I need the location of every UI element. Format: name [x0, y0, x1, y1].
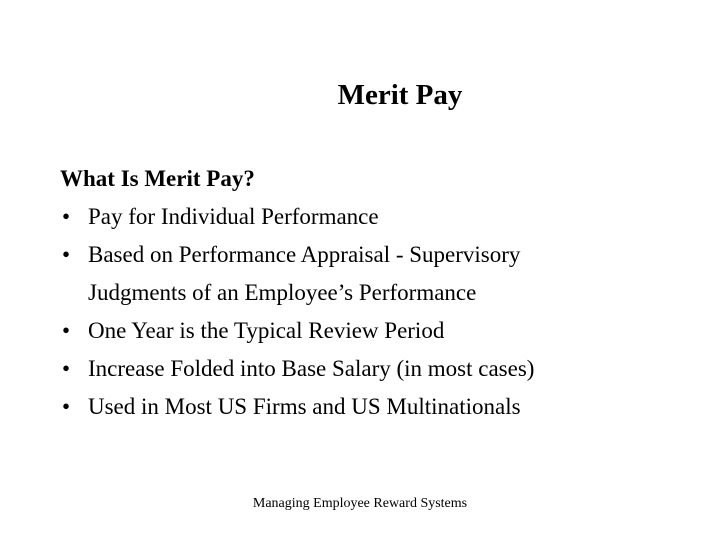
- bullet-item: [60, 198, 700, 236]
- slide-title: Merit Pay: [337, 79, 463, 111]
- bullet-dot: •: [62, 394, 71, 419]
- bullet-item: [60, 350, 700, 388]
- bullet-text: [88, 350, 700, 388]
- bullet-item: [60, 312, 700, 350]
- bullet-dot: •: [62, 242, 71, 267]
- section-heading: What Is Merit Pay?: [60, 166, 255, 191]
- bullet-text: [88, 312, 700, 350]
- bullet-item: [60, 236, 700, 312]
- bullet-dot: •: [62, 204, 71, 229]
- bullet-line: Based on Performance Appraisal - Supervisory: [88, 242, 521, 267]
- slide-footer: Managing Employee Reward Systems: [252, 496, 468, 511]
- bullet-dot: •: [62, 356, 71, 381]
- bullet-text: [88, 388, 700, 426]
- bullet-text: [88, 236, 700, 312]
- bullet-line: One Year is the Typical Review Period: [88, 318, 445, 343]
- bullet-dot: •: [62, 318, 71, 343]
- bullet-line: Used in Most US Firms and US Multinationals: [88, 394, 521, 419]
- slide-body: [60, 160, 700, 426]
- bullet-line: Pay for Individual Performance: [88, 204, 379, 229]
- bullet-line: Increase Folded into Base Salary (in most cases): [88, 356, 535, 381]
- bullet-text: [88, 198, 700, 236]
- bullet-line: Judgments of an Employee’s Performance: [88, 280, 477, 305]
- bullet-item: [60, 388, 700, 426]
